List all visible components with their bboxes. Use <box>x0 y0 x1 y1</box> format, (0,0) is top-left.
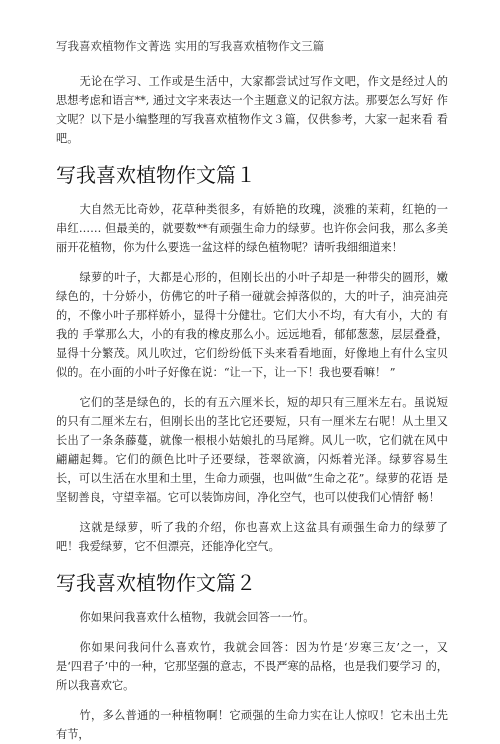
paragraph: 大自然无比奇妙，花草种类很多，有娇艳的玫瑰，淡雅的茉莉，红艳的一 串红…… 但最美的，就要数**有顽强生命力的绿萝。也许你会问我，那么多美 丽开花植物，你为什么要选一盆这样的绿色植物呢？请听我细细道来！ <box>56 203 448 254</box>
section-heading: 写我喜欢植物作文篇１ <box>56 163 256 187</box>
paragraph: 绿萝的叶子，大都是心形的，但刚长出的小叶子却是一种带尖的圆形，嫩 绿色的，十分娇小，仿佛它的叶子稍一碰就会掉落似的，大的叶子，油亮油亮 的，不像小叶子那样娇小，显得十分健壮。它们大小不均，有大有小，大的 有 我的 手掌那么大，小的有我的橡皮那么小。远远地看，郁郁葱葱，层层叠叠， 显得十分繁茂。风儿吹过，它们纷纷低下头来看看地面，好像地上有什么宝贝 似的。在小面的小叶子好像在说：“让一下，让一下！我也要看嘛！ ” <box>56 271 448 379</box>
paragraph: 这就是绿萝，听了我的介绍，你也喜欢上这盆具有顽强生命力的绿萝了 吧！我爱绿萝，它不但漂亮，还能净化空气。 <box>56 521 448 553</box>
section-heading: 写我喜欢植物作文篇２ <box>56 571 256 595</box>
paragraph: 你如果问我问什么喜欢竹，我就会回答：因为竹是‘岁寒三友’之一，又 是‘四君子’中的一种，它那坚强的意志，不畏严寒的品格，也是我们要学习 的，所以我喜欢它。 <box>56 641 448 692</box>
document-title: 写我喜欢植物作文菁选 实用的写我喜欢植物作文三篇 <box>56 39 325 53</box>
paragraph: 你如果问我喜欢什么植物，我就会回答一一竹。 <box>79 611 315 624</box>
paragraph: 竹，多么普通的一种植物啊！它顽强的生命力实在让人惊叹！它未出土先 有节， <box>56 709 448 741</box>
intro-paragraph: 无论在学习、工作或是生活中，大家都尝试过写作文吧，作文是经过人的 思想考虑和语言**, 通过文字来表达一个主题意义的记叙方法。那要怎么写好 作文呢？以下是小编整理的写我喜欢植物作文３篇，仅供参考，大家一起来看 看吧。 <box>56 75 448 145</box>
paragraph: 它们的茎是绿色的，长的有五六厘米长，短的却只有三厘米左右。虽说短 的只有二厘米左右，但刚长出的茎比它还要短，只有一厘米左右呢！从土里又 长出了一条条藤蔓，就像一根根小姑娘扎的马尾辫。风儿一吹，它们就在风中 翩翩起舞。它们的颜色比叶子还要绿，苍翠欲滴，闪烁着光泽。绿萝容易生 长，可以生活在水里和土里，生命力顽强，也叫做“生命之花”。绿萝的花语 是坚韧善良，守望幸福。它可以装饰房间，净化空气，也可以使我们心情舒 畅！ <box>56 396 448 504</box>
